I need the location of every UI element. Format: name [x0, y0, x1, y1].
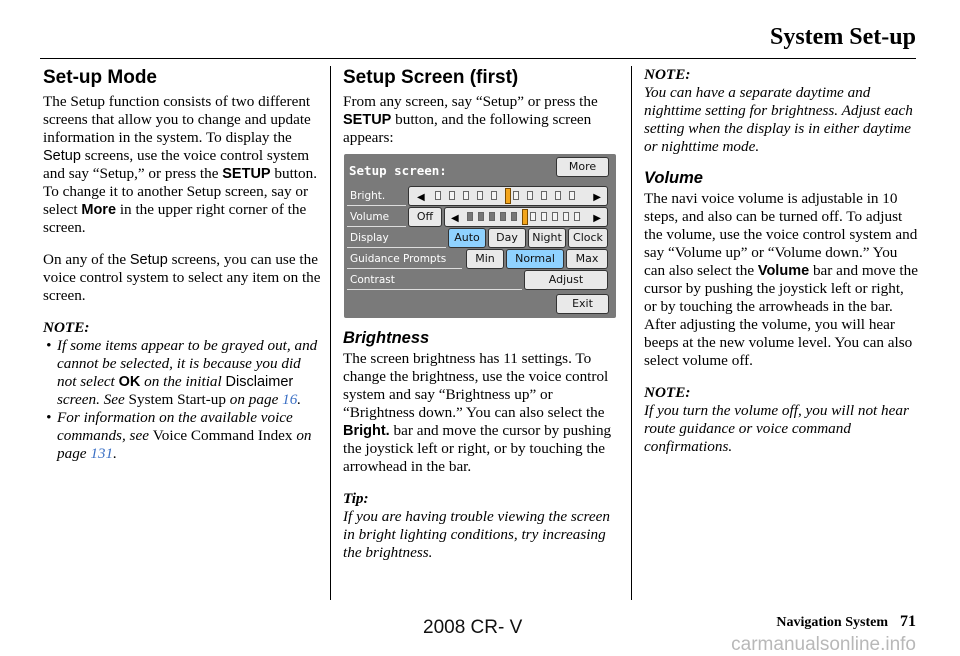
sub-heading: Brightness — [343, 329, 430, 347]
section-heading: Setup Screen (first) — [343, 67, 519, 88]
slider-tick — [574, 212, 580, 221]
note-label: NOTE: — [43, 319, 90, 336]
row-label-contrast: Contrast — [347, 271, 522, 290]
section-heading: Set-up Mode — [43, 67, 157, 88]
slider-tick — [530, 212, 536, 221]
display-clock-button[interactable]: Clock — [568, 228, 608, 248]
slider-cursor[interactable] — [522, 209, 528, 225]
page-number: 71 — [900, 613, 916, 630]
page-header-title: System Set-up — [769, 24, 916, 50]
slider-tick — [449, 191, 455, 200]
note-list — [43, 337, 321, 463]
arrow-left-icon[interactable]: ◀ — [417, 192, 425, 203]
column-setup-mode — [43, 66, 321, 463]
row-label-guidance-prompts: Guidance Prompts — [347, 250, 462, 269]
display-day-button[interactable]: Day — [488, 228, 526, 248]
note-text: If you turn the volume off, you will not hear route guidance or voice command confirmations. — [644, 402, 909, 455]
tip-text: If you are having trouble viewing the screen in bright lighting conditions, try increasing the brightness. — [343, 508, 610, 561]
slider-tick — [511, 212, 517, 221]
slider-tick — [541, 191, 547, 200]
page-link[interactable]: 16 — [282, 391, 298, 408]
slider-tick — [552, 212, 558, 221]
paragraph: On any of the Setup screens, you can use the voice control system to select any item on the screen. — [43, 251, 321, 304]
slider-tick — [527, 191, 533, 200]
slider-tick — [491, 191, 497, 200]
page-link[interactable]: 131 — [90, 445, 114, 462]
guidance-normal-button[interactable]: Normal — [506, 249, 564, 269]
row-label-display: Display — [347, 229, 446, 248]
slider-tick — [435, 191, 441, 200]
list-item: • For information on the available voice commands, see Voice Command Index on page 131. — [46, 409, 312, 462]
volume-off-button[interactable]: Off — [408, 207, 442, 227]
column-divider — [631, 66, 632, 600]
slider-tick — [489, 212, 495, 221]
slider-tick — [563, 212, 569, 221]
exit-button[interactable]: Exit — [556, 294, 609, 314]
display-auto-button[interactable]: Auto — [448, 228, 486, 248]
watermark: carmanualsonline.info — [731, 634, 916, 655]
display-night-button[interactable]: Night — [528, 228, 566, 248]
setup-screen-image — [344, 154, 616, 318]
footer-nav: Navigation System 71 — [776, 613, 916, 630]
guidance-min-button[interactable]: Min — [466, 249, 504, 269]
paragraph: The screen brightness has 11 settings. To change the brightness, use the voice control system and say “Brightness up” or “Brightness down.” You can also select the Bright. bar and move the cursor by pushing the joystick left or right, or by touching the arrowhead in the bar. — [343, 350, 612, 475]
header-rule — [40, 58, 916, 59]
arrow-right-icon[interactable]: ▶ — [593, 213, 601, 224]
contrast-adjust-button[interactable]: Adjust — [524, 270, 608, 290]
slider-tick — [500, 212, 506, 221]
slider-cursor[interactable] — [505, 188, 511, 204]
volume-bar[interactable] — [444, 207, 608, 227]
guidance-max-button[interactable]: Max — [566, 249, 608, 269]
list-item: • If some items appear to be grayed out, and cannot be selected, it is because you did not select OK on the initial Disclaimer screen. See System Start-up on page 16. — [46, 337, 318, 408]
sub-heading: Volume — [644, 169, 703, 187]
note-text: You can have a separate daytime and nighttime setting for brightness. Adjust each setting when the display is in either daytime or nighttime mode. — [644, 84, 913, 155]
arrow-right-icon[interactable]: ▶ — [593, 192, 601, 203]
row-label-volume: Volume — [347, 208, 406, 227]
slider-tick — [569, 191, 575, 200]
brightness-bar[interactable] — [408, 186, 608, 206]
slider-tick — [555, 191, 561, 200]
tip-label: Tip: — [343, 490, 369, 507]
note-label: NOTE: — [644, 384, 691, 401]
more-button[interactable]: More — [556, 157, 609, 177]
model-label: 2008 CR- V — [423, 617, 523, 638]
column-notes-volume — [644, 66, 918, 456]
note-label: NOTE: — [644, 66, 691, 83]
screen-title: Setup screen: — [349, 163, 447, 178]
row-label-brightness: Bright. — [347, 187, 406, 206]
slider-tick — [467, 212, 473, 221]
slider-tick — [541, 212, 547, 221]
arrow-left-icon[interactable]: ◀ — [451, 213, 459, 224]
slider-tick — [513, 191, 519, 200]
paragraph: The navi voice volume is adjustable in 10 steps, and also can be turned off. To adjust the volume, use the voice control system and say “Volume up” or “Volume down.” You can also select the Volume bar and move the cursor by pushing the joystick left or right, or by touching the arrowheads in the bar. After adjusting the volume, you will hear beeps at the new volume level. You can also select volume off. — [644, 190, 918, 369]
paragraph: From any screen, say “Setup” or press the SETUP button, and the following screen appears: — [343, 93, 598, 146]
slider-tick — [478, 212, 484, 221]
slider-tick — [477, 191, 483, 200]
column-divider — [330, 66, 331, 600]
column-setup-screen — [343, 66, 621, 562]
slider-tick — [463, 191, 469, 200]
paragraph: The Setup function consists of two different screens that allow you to change and update information in the system. To display the Setup screens, use the voice control system and say “Setup,” or press the SETUP button. To change it to another Setup screen, say or select More in the upper right corner of the screen. — [43, 93, 318, 236]
